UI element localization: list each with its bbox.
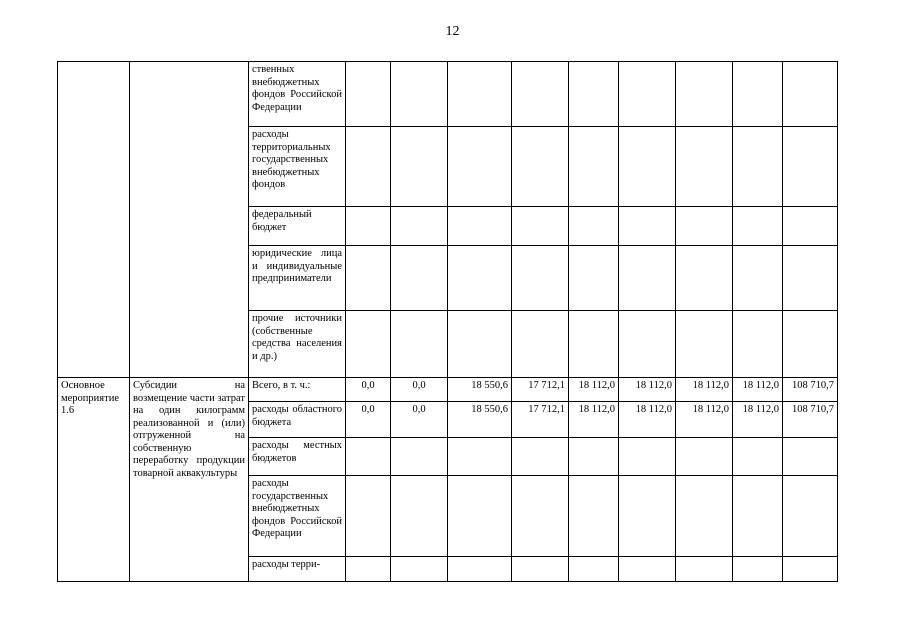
value-cell [733, 476, 783, 557]
value-cell [783, 246, 838, 311]
value-cell [569, 557, 619, 582]
value-cell [448, 476, 512, 557]
value-cell [346, 311, 391, 378]
value-cell [512, 557, 569, 582]
value-cell [391, 246, 448, 311]
value-cell [569, 476, 619, 557]
value-cell [391, 127, 448, 207]
value-cell [569, 438, 619, 476]
value-cell [512, 127, 569, 207]
value-cell [619, 62, 676, 127]
value-cell [619, 557, 676, 582]
value-cell [619, 476, 676, 557]
source-cell: прочие источники (собственные средства населения и др.) [249, 311, 346, 378]
source-cell: расходы областного бюджета [249, 402, 346, 438]
value-cell [783, 127, 838, 207]
value-cell: 18 112,0 [676, 402, 733, 438]
value-cell [512, 438, 569, 476]
value-cell [733, 438, 783, 476]
value-cell [733, 557, 783, 582]
value-cell [733, 127, 783, 207]
value-cell [346, 207, 391, 246]
page-number: 12 [445, 24, 460, 39]
value-cell [569, 62, 619, 127]
value-cell: 17 712,1 [512, 378, 569, 402]
value-cell [448, 127, 512, 207]
table-row [58, 378, 838, 402]
value-cell [346, 62, 391, 127]
value-cell: 0,0 [391, 378, 448, 402]
table-row [58, 62, 838, 127]
value-cell [619, 246, 676, 311]
value-cell: 18 112,0 [733, 378, 783, 402]
value-cell [783, 557, 838, 582]
value-cell [619, 207, 676, 246]
value-cell [391, 62, 448, 127]
value-cell [512, 207, 569, 246]
value-cell: 18 550,6 [448, 402, 512, 438]
value-cell [391, 557, 448, 582]
value-cell: 18 112,0 [619, 378, 676, 402]
source-cell: расходы государственных внебюджетных фондов Российской Федерации [249, 476, 346, 557]
value-cell [676, 246, 733, 311]
value-cell [346, 438, 391, 476]
value-cell [569, 246, 619, 311]
value-cell [569, 127, 619, 207]
value-cell [676, 476, 733, 557]
value-cell [569, 207, 619, 246]
value-cell [733, 311, 783, 378]
source-cell: юридические лица и индивидуальные предприниматели [249, 246, 346, 311]
value-cell [448, 438, 512, 476]
value-cell [676, 311, 733, 378]
source-cell: федеральный бюджет [249, 207, 346, 246]
value-cell [346, 557, 391, 582]
value-cell [733, 246, 783, 311]
source-cell: Всего, в т. ч.: [249, 378, 346, 402]
value-cell [676, 62, 733, 127]
value-cell [448, 207, 512, 246]
value-cell: 108 710,7 [783, 378, 838, 402]
value-cell [569, 311, 619, 378]
value-cell [783, 62, 838, 127]
value-cell [676, 207, 733, 246]
value-cell [783, 438, 838, 476]
value-cell [346, 246, 391, 311]
value-cell: 18 112,0 [619, 402, 676, 438]
value-cell [619, 127, 676, 207]
value-cell [512, 311, 569, 378]
value-cell: 0,0 [346, 378, 391, 402]
value-cell: 108 710,7 [783, 402, 838, 438]
value-cell [619, 438, 676, 476]
value-cell: 17 712,1 [512, 402, 569, 438]
value-cell: 0,0 [391, 402, 448, 438]
source-cell: ственных внебюджетных фондов Российской Федерации [249, 62, 346, 127]
value-cell [448, 311, 512, 378]
value-cell [619, 311, 676, 378]
value-cell [676, 438, 733, 476]
value-cell [783, 311, 838, 378]
source-cell: расходы терри- [249, 557, 346, 582]
status-cell [58, 62, 130, 378]
value-cell [391, 311, 448, 378]
value-cell [733, 62, 783, 127]
value-cell [391, 438, 448, 476]
source-cell: расходы территориальных государственных внебюджетных фондов [249, 127, 346, 207]
value-cell [346, 476, 391, 557]
value-cell [448, 557, 512, 582]
value-cell [448, 246, 512, 311]
value-cell [448, 62, 512, 127]
value-cell [783, 207, 838, 246]
value-cell: 18 550,6 [448, 378, 512, 402]
value-cell: 0,0 [346, 402, 391, 438]
value-cell: 18 112,0 [569, 402, 619, 438]
value-cell [512, 62, 569, 127]
value-cell: 18 112,0 [733, 402, 783, 438]
name-cell [130, 62, 249, 378]
value-cell [346, 127, 391, 207]
value-cell [783, 476, 838, 557]
source-cell: расходы местных бюджетов [249, 438, 346, 476]
value-cell: 18 112,0 [569, 378, 619, 402]
value-cell [676, 127, 733, 207]
value-cell: 18 112,0 [676, 378, 733, 402]
measure-status-cell: Основное мероприятие 1.6 [58, 378, 130, 582]
value-cell [676, 557, 733, 582]
funding-table [57, 61, 838, 582]
value-cell [391, 207, 448, 246]
value-cell [512, 476, 569, 557]
value-cell [391, 476, 448, 557]
measure-name-cell: Субсидии на возмещение части затрат на один килограмм реализованной и (или) отгруженной на собственную переработку продукции товарной аквакультуры [130, 378, 249, 582]
value-cell [733, 207, 783, 246]
value-cell [512, 246, 569, 311]
